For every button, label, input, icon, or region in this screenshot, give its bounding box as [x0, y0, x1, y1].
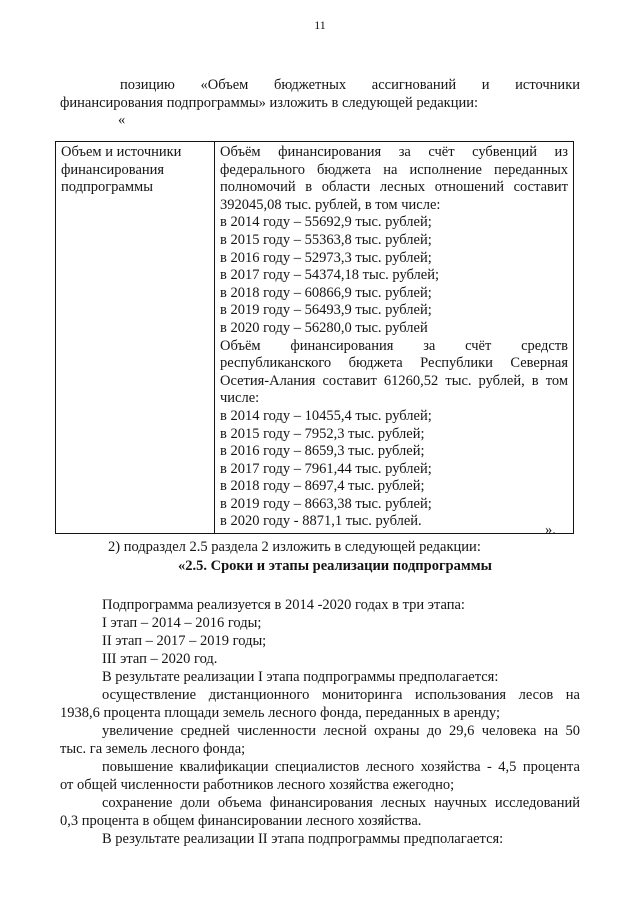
- federal-year-line: в 2016 году – 52973,3 тыс. рублей;: [220, 249, 432, 266]
- federal-year-line: в 2014 году – 55692,9 тыс. рублей;: [220, 214, 432, 231]
- result-stage-1: В результате реализации I этапа подпрограммы предполагается:: [102, 669, 499, 685]
- federal-year-line: в 2018 году – 60866,9 тыс. рублей;: [220, 284, 432, 301]
- table-row: [56, 142, 574, 534]
- republic-year-line: в 2015 году – 7952,3 тыс. рублей;: [220, 425, 425, 442]
- label-line: Объем и источники: [61, 144, 182, 160]
- opening-quote: «: [118, 112, 126, 128]
- amendment-item-2: 2) подраздел 2.5 раздела 2 изложить в следующей редакции:: [108, 539, 481, 555]
- page-number: 11: [314, 18, 326, 32]
- republic-year-line: в 2017 году – 7961,44 тыс. рублей;: [220, 460, 432, 477]
- federal-text-line: федерального бюджета на исполнение переданных: [220, 161, 568, 178]
- bullet-monitoring-line-1: осуществление дистанционного мониторинга использования лесов на: [102, 687, 580, 703]
- closing-quote: ».: [545, 522, 556, 538]
- result-stage-2: В результате реализации II этапа подпрограммы предполагается:: [102, 831, 504, 847]
- federal-year-line: в 2019 году – 56493,9 тыс. рублей;: [220, 302, 432, 319]
- bullet-qualification-line-1: повышение квалификации специалистов лесного хозяйства - 4,5 процента: [102, 759, 580, 775]
- stage-2: II этап – 2017 – 2019 годы;: [102, 633, 267, 649]
- federal-year-line: в 2020 году – 56280,0 тыс. рублей: [220, 319, 428, 336]
- federal-text-line: полномочий в области лесных отношений составит: [220, 179, 568, 196]
- intro-line-2: финансирования подпрограммы» изложить в следующей редакции:: [60, 95, 479, 111]
- bullet-qualification-line-2: от общей численности работников лесного хозяйства ежегодно;: [60, 777, 455, 793]
- stage-3: III этап – 2020 год.: [102, 651, 218, 667]
- paragraph-stages-intro: Подпрограмма реализуется в 2014 -2020 годах в три этапа:: [102, 597, 465, 613]
- federal-text-line: 392045,08 тыс. рублей, в том числе:: [220, 196, 441, 213]
- label-line: финансирования: [61, 161, 165, 178]
- federal-year-line: в 2015 году – 55363,8 тыс. рублей;: [220, 231, 432, 248]
- bullet-monitoring-line-2: 1938,6 процента площади земель лесного фонда, переданных в аренду;: [60, 705, 501, 721]
- republic-year-line: в 2018 году – 8697,4 тыс. рублей;: [220, 478, 425, 495]
- label-line: подпрограммы: [61, 179, 153, 196]
- republic-year-line: в 2020 году - 8871,1 тыс. рублей.: [220, 513, 422, 530]
- intro-line-1: позицию «Объем бюджетных ассигнований и источники: [120, 77, 580, 93]
- federal-text-line: Объём финансирования за счёт субвенций из: [220, 144, 568, 160]
- republic-year-line: в 2014 году – 10455,4 тыс. рублей;: [220, 407, 432, 424]
- federal-year-line: в 2017 году – 54374,18 тыс. рублей;: [220, 267, 440, 284]
- bullet-research-line-2: 0,3 процента в общем финансировании лесного хозяйства.: [60, 813, 422, 829]
- bullet-forest-guard-line-1: увеличение средней численности лесной охраны до 29,6 человека на 50: [102, 723, 580, 739]
- bullet-forest-guard-line-2: тыс. га земель лесного фонда;: [60, 741, 246, 757]
- bullet-research-line-1: сохранение доли объема финансирования лесных научных исследований: [102, 795, 580, 811]
- table-content-cell: [215, 142, 574, 534]
- republic-text-line: Объём финансирования за счёт средств: [220, 337, 568, 354]
- republic-text-line: числе:: [220, 390, 260, 407]
- republic-text-line: Осетия-Алания составит 61260,52 тыс. рублей, в том: [220, 372, 568, 389]
- republic-text-line: республиканского бюджета Республики Северная: [220, 355, 568, 372]
- stage-1: I этап – 2014 – 2016 годы;: [102, 615, 262, 631]
- financing-table: [55, 141, 574, 534]
- republic-year-line: в 2019 году – 8663,38 тыс. рублей;: [220, 495, 432, 512]
- section-title: «2.5. Сроки и этапы реализации подпрограммы: [178, 558, 492, 574]
- table-label-cell: [56, 142, 215, 534]
- republic-year-line: в 2016 году – 8659,3 тыс. рублей;: [220, 443, 425, 460]
